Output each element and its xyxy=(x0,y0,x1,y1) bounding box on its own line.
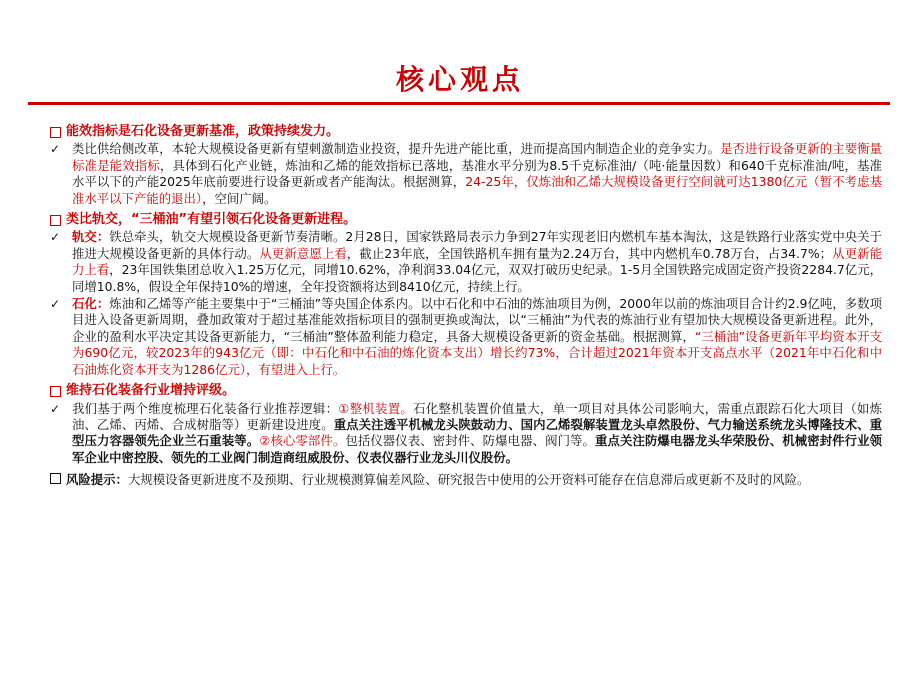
text-run: ，截止23年底，全国铁路机车拥有量为2.24万台，其中内燃机车0.78万台，占34.7%； xyxy=(346,245,833,261)
highlight-text: 从更新能力上看 xyxy=(72,245,883,278)
content-body xyxy=(50,124,882,489)
highlight-text: “三桶油”设备更新年平均资本开支为690亿元，较2023年的943亿元（即：中石化和中石油的炼化资本支出）增长约73%，合计超过2021年资本开支高点水平（2021年中石化和中石油炼化资本开支为1286亿元），有望进入上行。 xyxy=(72,328,882,377)
checkmark-icon: ✓ xyxy=(50,401,61,416)
highlight-text: 24-25年，仅炼油和乙烯大规模设备更行空间就可达1380亿元（暂不考虑基准水平以下产能的退出） xyxy=(72,174,882,206)
section-heading-text: 能效指标是石化设备更新基准，政策持续发力。 xyxy=(66,124,340,139)
square-bullet-icon xyxy=(50,215,61,226)
bullet-item xyxy=(50,401,882,467)
bullet-item xyxy=(50,296,882,378)
page-title: 核心观点 xyxy=(395,63,524,96)
section-rail-analogy xyxy=(50,212,882,378)
section-rating xyxy=(50,383,882,466)
title-divider xyxy=(28,102,890,105)
section-heading-text: 类比轨交，“三桶油”有望引领石化设备更新进程。 xyxy=(66,212,357,228)
risk-text: 大规模设备更新进度不及预期、行业规模测算偏差风险、研究报告中使用的公开资料可能存在信息滞后或更新不及时的风险。 xyxy=(127,472,810,488)
bullet-paragraph xyxy=(72,401,882,467)
text-run: 炼油和乙烯等产能主要集中于“三桶油”等央国企体系内。以中石化和中石油的炼油项目为例，2000年以前的炼油项目合计约2.9亿吨，多数项目进入设备更新周期，叠加政策对于超过基准能效指标项目的强制更换或淘汰，以“三桶油”为代表的炼油行业有望加快大规模设备更新进程。此外，企业的盈利水平决定其设备更新能力，“三桶油”整体盈利能力稳定，具备大规模设备更新的资金基础。根据测算， xyxy=(72,296,883,344)
text-run: 类比供给侧改革，本轮大规模设备更新有望刺激制造业投资，提升先进产能比重，进而提高国内制造企业的竞争实力。 xyxy=(72,141,721,157)
bold-text: 重点关注透平机械龙头陕鼓动力、国内乙烯裂解装置龙头卓然股份、气力输送系统龙头博隆技术、重型压力容器领先企业兰石重装等。 xyxy=(72,416,883,449)
checkmark-icon: ✓ xyxy=(50,230,61,245)
highlight-text: 从更新意愿上看 xyxy=(259,245,347,261)
bullet-item xyxy=(50,141,882,207)
bullet-item xyxy=(50,229,882,295)
text-run: ，23年国铁集团总收入1.25万亿元，同增10.62%，净利润33.04亿元，双双打破历史纪录。1-5月全国铁路完成固定资产投资2284.7亿元，同增10.8%，假设全年保持10%的增速，全年投资额将达到8410亿元，持续上行。 xyxy=(72,262,882,294)
bullet-lead: 轨交： xyxy=(72,229,110,245)
bullet-lead: 石化： xyxy=(72,296,110,312)
section-energy-efficiency xyxy=(50,124,882,207)
text-run: ，具体到石化产业链，炼油和乙烯的能效指标已落地，基准水平分别为8.5千克标准油/（吨·能量因数）和640千克标准油/吨，基准水平以下的产能2025年底前要进行设备更新或者产能淘汰。根据测算， xyxy=(72,157,882,190)
square-bullet-icon xyxy=(50,386,61,397)
text-run: ，空间广阔。 xyxy=(202,190,277,206)
section-heading xyxy=(50,212,882,228)
text-run: 我们基于两个维度梳理石化装备行业推荐逻辑： xyxy=(72,400,339,416)
highlight-text: 是否进行设备更新的主要衡量标准是能效指标 xyxy=(72,141,883,173)
checkmark-icon: ✓ xyxy=(50,142,61,157)
highlight-text: ①整机装置。 xyxy=(338,400,414,416)
bullet-paragraph xyxy=(72,229,882,295)
text-run: 包括仪器仪表、密封件、防爆电器、阀门等。 xyxy=(345,433,596,449)
bullet-paragraph xyxy=(72,141,882,207)
text-run: 铁总牵头，轨交大规模设备更新节奏清晰。2月28日，国家铁路局表示力争到27年实现老旧内燃机车基本淘汰，这是铁路行业落实党中央关于推进大规模设备更新的具体行动。 xyxy=(72,229,883,261)
checkmark-icon: ✓ xyxy=(50,297,61,312)
section-heading xyxy=(50,124,882,140)
bullet-paragraph xyxy=(72,296,882,378)
square-bullet-icon xyxy=(50,473,61,484)
highlight-text: ②核心零部件。 xyxy=(259,433,346,449)
bold-text: 重点关注防爆电器龙头华荣股份、机械密封件行业领军企业中密控股、领先的工业阀门制造商纽威股份、仪表仪器行业龙头川仪股份。 xyxy=(72,433,883,465)
text-run: 石化整机装置价值量大，单一项目对具体公司影响大，需重点跟踪石化大项目（如炼油、乙烯、丙烯、合成树脂等）更新建设进度。 xyxy=(72,400,883,432)
section-heading xyxy=(50,383,882,399)
risk-notice xyxy=(50,472,882,488)
risk-label: 风险提示： xyxy=(66,472,128,488)
square-bullet-icon xyxy=(50,127,61,138)
section-heading-text: 维持石化装备行业增持评级。 xyxy=(66,383,236,399)
